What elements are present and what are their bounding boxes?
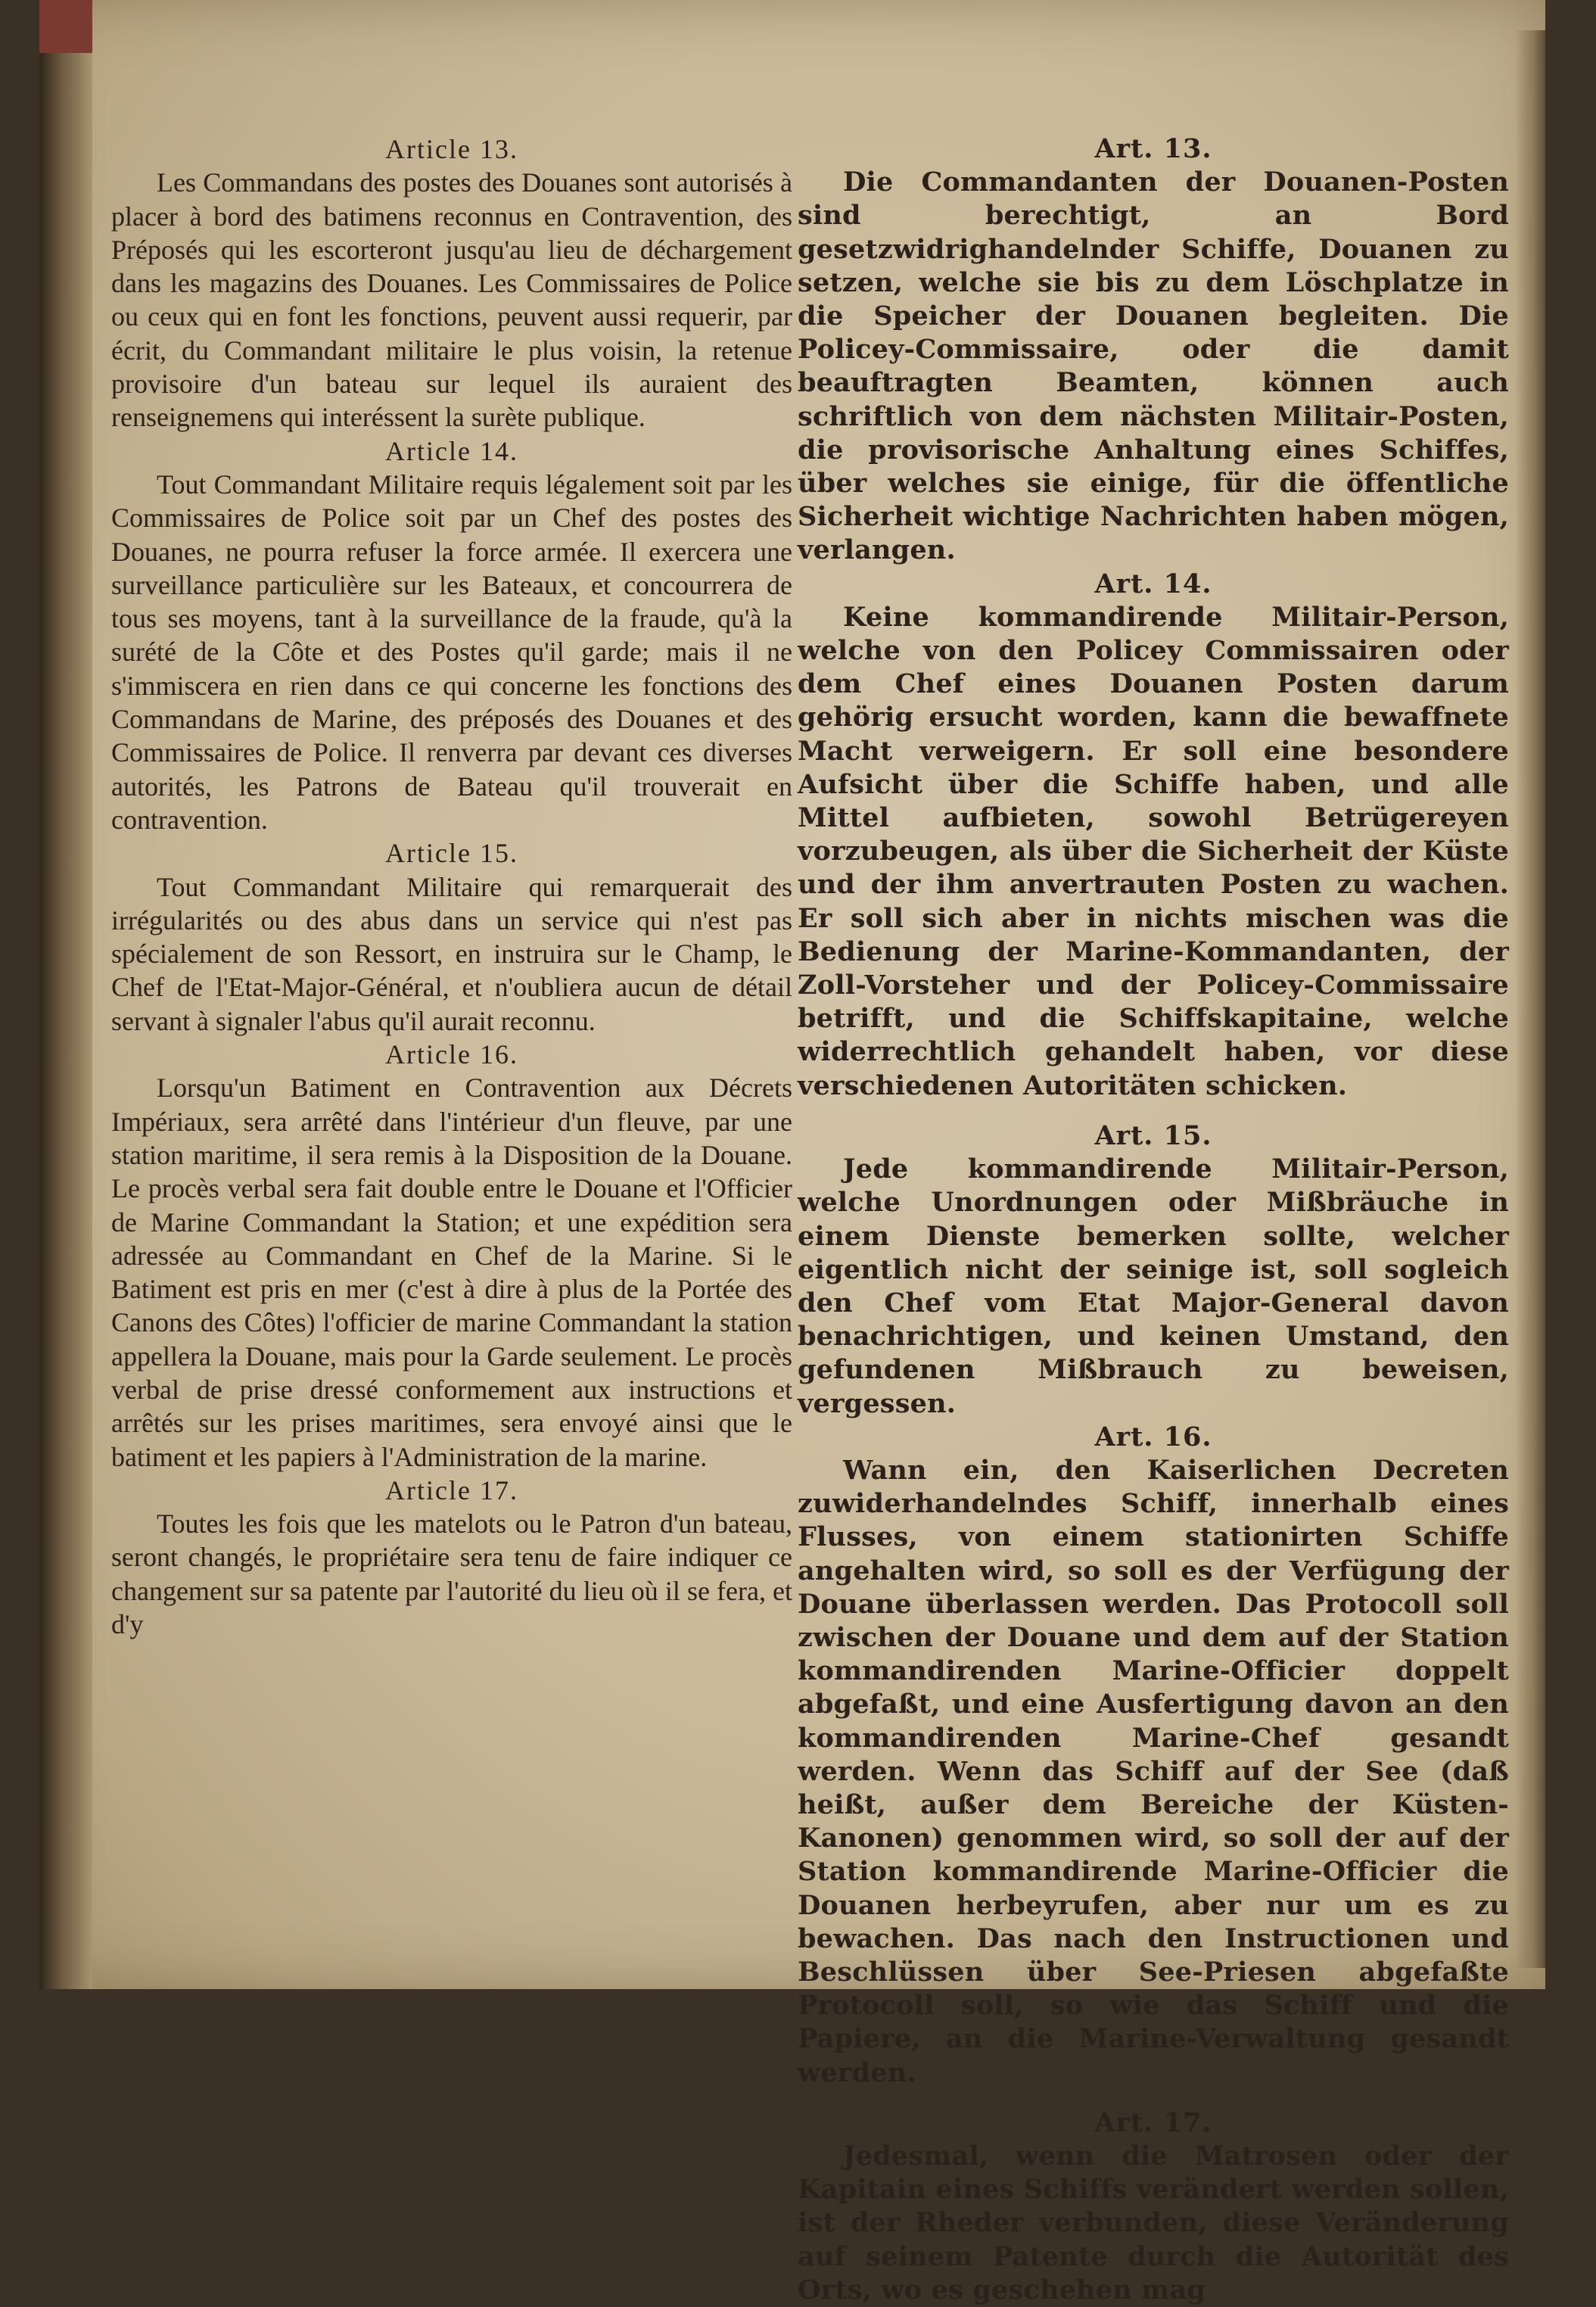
article-13-heading-fr: Article 13. — [385, 134, 518, 164]
binding-corner — [39, 0, 92, 53]
article-13-text-fr: Les Commandans des postes des Douanes sont autorisés à placer à bord des batimens reconnus en Contravention, des Préposés qui les escorteront jusqu'au lieu de déchargement dans les magazins des Douanes. Les Commissaires de Police ou ceux qui en font les fonctions, peuvent aussi requerir, par écrit, du Commandant militaire le plus voisin, la retenue provisoire d'un bateau sur lequel ils auraient des renseignemens qui interéssent la surète publique. — [111, 167, 792, 433]
german-column — [798, 132, 1509, 2307]
article-15-heading-de: Art. 15. — [1094, 1119, 1212, 1151]
article-14-heading-fr: Article 14. — [385, 435, 518, 466]
article-16-text-fr: Lorsqu'un Batiment en Contravention aux Décrets Impériaux, sera arrêté dans l'intérieur d'un fleuve, par une station maritime, il sera remis à la Disposition de la Douane. Le procès verbal sera fait double entre le Douane et l'Officier de Marine Commandant la Station; et une expédition sera adressée au Commandant en Chef de la Marine. Si le Batiment est pris en mer (c'est à dire à plus de la Portée des Canons des Côtes) l'officier de marine Commandant la station appellera la Douane, mais pour la Garde seulement. Le procès verbal de prise dressé conformement aux instructions et arrêtés sur les prises maritimes, sera envoyé ainsi que le batiment et les papiers à l'Administration de la marine. — [111, 1073, 792, 1472]
page-edge — [1515, 30, 1545, 1968]
article-17-text-fr: Toutes les fois que les matelots ou le Patron d'un bateau, seront changés, le propriétaire sera tenu de faire indiquer ce changement sur sa patente par l'autorité du lieu où il se fera, et d'y — [111, 1508, 792, 1640]
article-15-text-de: Jede kommandirende Militair-Person, welche Unordnungen oder Mißbräuche in einem Dienste bemerken sollte, welcher eigentlich nicht der seinige ist, soll sogleich den Chef vom Etat Major-General davon benachrichtigen, und keinen Umstand, den gefundenen Mißbrauch zu beweisen, vergessen. — [798, 1154, 1509, 1419]
article-13-text-de: Die Commandanten der Douanen-Posten sind berechtigt, an Bord gesetzwidrighandelnder Schiffe, Douanen zu setzen, welche sie bis zu dem Löschplatze in die Speicher der Douanen begleiten. Die Policey-Commissaire, oder die damit beauftragten Beamten, können auch schriftlich von dem nächsten Militair-Posten, die provisorische Anhaltung eines Schiffes, über welches sie einige, für die öffentliche Sicherheit wichtige Nachrichten haben mögen, verlangen. — [798, 167, 1509, 566]
page — [39, 0, 1545, 2305]
french-column — [111, 132, 792, 1641]
article-14-text-fr: Tout Commandant Militaire requis légalement soit par les Commissaires de Police soit par un Chef des postes des Douanes, ne pourra refuser la force armée. Il exercera une surveillance particulière sur les Bateaux, et concourrera de tous ses moyens, tant à la surveillance de la fraude, qu'à la surété de la Côte et des Postes qu'il garde; mais il ne s'immiscera en rien dans ce qui concerne les fonctions des Commandans de Marine, des préposés des Douanes et des Commissaires de Police. Il renverra par devant ces diverses autorités, les Patrons de Bateau qu'il trouverait en contravention. — [111, 469, 792, 835]
article-17-text-de: Jedesmal, wenn die Matrosen oder der Kapitain eines Schiffs verändert werden sollen, ist der Rheder verbunden, diese Veränderung auf seinem Patente durch die Autorität des Orts, wo es geschehen mag — [798, 2140, 1509, 2305]
article-14-heading-de: Art. 14. — [1094, 568, 1212, 599]
article-17-heading-fr: Article 17. — [385, 1474, 518, 1505]
article-16-heading-fr: Article 16. — [385, 1039, 518, 1070]
article-14-text-de: Keine kommandirende Militair-Person, welche von den Policey Commissairen oder dem Chef eines Douanen Posten darum gehörig ersucht worden, kann die bewaffnete Macht verweigern. Er soll eine besondere Aufsicht über die Schiffe haben, und alle Mittel aufbieten, sowohl Betrügereyen vorzubeugen, als über die Sicherheit der Küste und der ihm anvertrauten Posten zu wachen. Er soll sich aber in nichts mischen was die Bedienung der Marine-Kommandanten, der Zoll-Vorsteher und der Policey-Commissaire betrifft, und die Schiffskapitaine, welche widerrechtlich gehandelt haben, vor diese verschiedenen Autoritäten schicken. — [798, 601, 1509, 1101]
article-15-text-fr: Tout Commandant Militaire qui remarquerait des irrégularités ou des abus dans un service qui n'est pas spécialement de son Ressort, en instruira sur le Champ, le Chef de l'Etat-Major-Général, et n'oubliera aucun de détail servant à signaler l'abus qu'il aurait reconnu. — [111, 871, 792, 1036]
book-gutter — [39, 0, 92, 1989]
article-16-text-de: Wann ein, den Kaiserlichen Decreten zuwiderhandelndes Schiff, innerhalb eines Flusses, von einem stationirten Schiffe angehalten wird, so soll es der Verfügung der Douane überlassen werden. Das Protocoll soll zwischen der Douane und dem auf der Station kommandirenden Marine-Officier doppelt abgefaßt, und eine Ausfertigung davon an den kommandirenden Marine-Chef gesandt werden. Wenn das Schiff auf der See (daß heißt, außer dem Bereiche der Küsten-Kanonen) genommen wird, so soll der auf der Station kommandirende Marine-Officier die Douanen herbeyrufen, aber nur um es zu bewachen. Das nach den Instructionen und Beschlüssen über See-Priesen abgefaßte Protocoll soll, so wie das Schiff und die Papiere, an die Marine-Verwaltung gesandt werden. — [798, 1454, 1509, 2088]
article-16-heading-de: Art. 16. — [1094, 1421, 1212, 1452]
article-15-heading-fr: Article 15. — [385, 838, 518, 869]
article-17-heading-de: Art. 17. — [1094, 2106, 1212, 2138]
article-13-heading-de: Art. 13. — [1094, 133, 1212, 164]
